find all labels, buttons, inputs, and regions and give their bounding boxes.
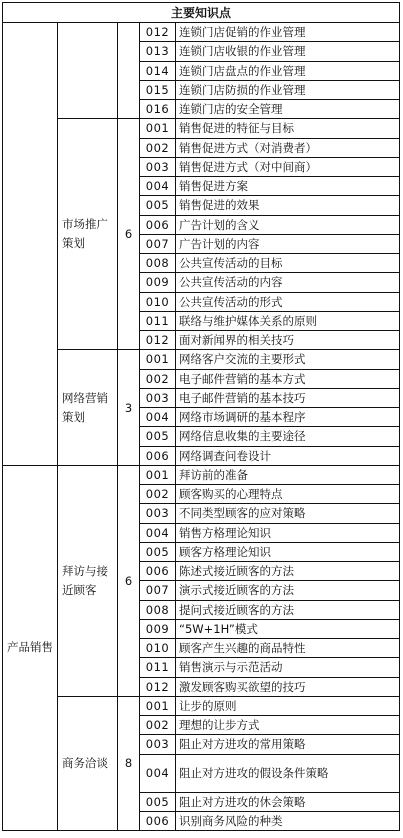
item-text: 销售促进方式（对消费者）	[176, 138, 400, 157]
item-text: 顾客方格理论知识	[176, 542, 400, 561]
item-text: 电子邮件营销的基本技巧	[176, 388, 400, 407]
unit-name: 拜访与接近顾客	[58, 465, 118, 696]
item-code: 012	[140, 331, 176, 350]
item-code: 005	[140, 427, 176, 446]
unit-name: 市场推广策划	[58, 119, 118, 350]
item-text: 销售方格理论知识	[176, 523, 400, 542]
table-row	[3, 696, 400, 715]
module-name: 产品销售	[3, 465, 58, 830]
item-code: 001	[140, 350, 176, 369]
item-code: 009	[140, 619, 176, 638]
item-text: 网络信息收集的主要途径	[176, 427, 400, 446]
knowledge-table	[2, 2, 400, 831]
item-text: 公共宣传活动的内容	[176, 273, 400, 292]
item-text: 顾客购买的心理特点	[176, 485, 400, 504]
item-text: 连锁门店的安全管理	[176, 100, 400, 119]
item-text: 阻止对方进攻的休会策略	[176, 792, 400, 811]
item-code: 008	[140, 254, 176, 273]
table-row	[3, 465, 400, 484]
module-name	[3, 23, 58, 466]
item-code: 005	[140, 196, 176, 215]
item-text: 销售演示与示范活动	[176, 658, 400, 677]
item-code: 005	[140, 542, 176, 561]
item-text: 销售促进方案	[176, 177, 400, 196]
item-text: 理想的让步方式	[176, 716, 400, 735]
item-text: 阻止对方进攻的常用策略	[176, 735, 400, 754]
item-code: 004	[140, 408, 176, 427]
item-code: 001	[140, 465, 176, 484]
item-code: 003	[140, 388, 176, 407]
table-header: 主要知识点	[3, 3, 400, 23]
item-text: 识别商务风险的种类	[176, 811, 400, 830]
item-code: 006	[140, 562, 176, 581]
item-code: 016	[140, 100, 176, 119]
item-code: 004	[140, 177, 176, 196]
item-text: 拜访前的准备	[176, 465, 400, 484]
item-code: 006	[140, 811, 176, 830]
item-code: 010	[140, 292, 176, 311]
item-code: 004	[140, 523, 176, 542]
item-text: 阻止对方进攻的假设条件策略	[176, 754, 400, 792]
item-code: 011	[140, 658, 176, 677]
item-text: 电子邮件营销的基本方式	[176, 369, 400, 388]
item-code: 003	[140, 504, 176, 523]
unit-name: 商务洽谈	[58, 696, 118, 830]
item-code: 003	[140, 735, 176, 754]
unit-hours	[118, 23, 140, 119]
item-text: 演示式接近顾客的方法	[176, 581, 400, 600]
item-code: 011	[140, 311, 176, 330]
item-text: 陈述式接近顾客的方法	[176, 562, 400, 581]
item-text: “5W+1H”模式	[176, 619, 400, 638]
item-text: 公共宣传活动的目标	[176, 254, 400, 273]
unit-hours: 6	[118, 119, 140, 350]
item-text: 联络与维护媒体关系的原则	[176, 311, 400, 330]
item-code: 015	[140, 80, 176, 99]
item-code: 001	[140, 696, 176, 715]
item-code: 001	[140, 119, 176, 138]
item-text: 提问式接近顾客的方法	[176, 600, 400, 619]
item-code: 007	[140, 581, 176, 600]
item-code: 005	[140, 792, 176, 811]
table-row	[3, 119, 400, 138]
item-code: 002	[140, 485, 176, 504]
item-code: 002	[140, 716, 176, 735]
unit-name: 网络营销策划	[58, 350, 118, 466]
table-row	[3, 350, 400, 369]
item-text: 连锁门店盘点的作业管理	[176, 61, 400, 80]
item-code: 002	[140, 369, 176, 388]
item-text: 连锁门店收银的作业管理	[176, 42, 400, 61]
item-code: 007	[140, 234, 176, 253]
item-code: 009	[140, 273, 176, 292]
item-text: 网络客户交流的主要形式	[176, 350, 400, 369]
unit-hours: 8	[118, 696, 140, 830]
item-text: 销售促进的特征与目标	[176, 119, 400, 138]
item-text: 连锁门店防损的作业管理	[176, 80, 400, 99]
item-code: 006	[140, 446, 176, 465]
item-text: 让步的原则	[176, 696, 400, 715]
table-body	[3, 23, 400, 831]
item-text: 网络市场调研的基本程序	[176, 408, 400, 427]
item-code: 008	[140, 600, 176, 619]
unit-hours: 6	[118, 465, 140, 696]
item-code: 014	[140, 61, 176, 80]
item-text: 公共宣传活动的形式	[176, 292, 400, 311]
item-text: 连锁门店促销的作业管理	[176, 23, 400, 42]
item-code: 006	[140, 215, 176, 234]
item-text: 网络调查问卷设计	[176, 446, 400, 465]
item-code: 002	[140, 138, 176, 157]
item-code: 013	[140, 42, 176, 61]
item-text: 广告计划的内容	[176, 234, 400, 253]
item-code: 010	[140, 639, 176, 658]
item-text: 销售促进的效果	[176, 196, 400, 215]
item-text: 顾客产生兴趣的商品特性	[176, 639, 400, 658]
item-code: 004	[140, 754, 176, 792]
item-text: 销售促进方式（对中间商）	[176, 157, 400, 176]
item-code: 012	[140, 677, 176, 696]
unit-name	[58, 23, 118, 119]
item-text: 广告计划的含义	[176, 215, 400, 234]
item-text: 不同类型顾客的应对策略	[176, 504, 400, 523]
item-code: 012	[140, 23, 176, 42]
table-row	[3, 23, 400, 42]
item-text: 激发顾客购买欲望的技巧	[176, 677, 400, 696]
item-code: 003	[140, 157, 176, 176]
unit-hours: 3	[118, 350, 140, 466]
item-text: 面对新闻界的相关技巧	[176, 331, 400, 350]
